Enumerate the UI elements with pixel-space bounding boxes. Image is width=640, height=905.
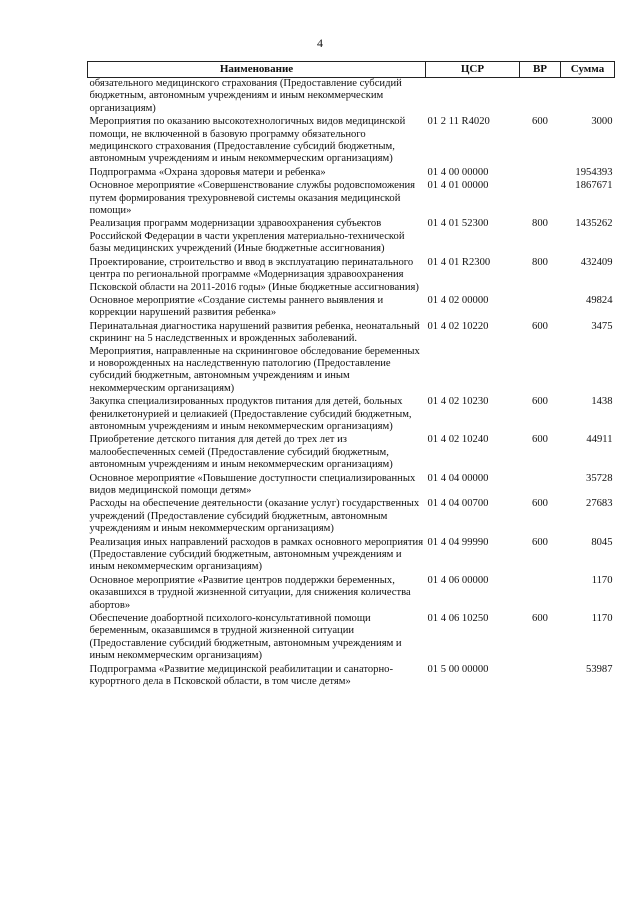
table-row bbox=[88, 434, 615, 472]
cell-vr bbox=[520, 664, 561, 690]
cell-csr: 01 4 02 10230 bbox=[427, 396, 489, 408]
cell-csr: 01 4 04 00700 bbox=[427, 498, 489, 510]
cell-name: Обеспечение доабортной психолого-консультативной помощи беременным, оказавшимся в трудной жизненной ситуации (Предоставление субсидий бюджетным, автономным учреждениям и иным некоммерческим организациям) bbox=[89, 613, 402, 662]
cell-vr: 800 bbox=[532, 256, 548, 268]
header-csr: ЦСР bbox=[426, 62, 520, 78]
cell-name: Основное мероприятие «Создание системы раннего выявления и коррекции нарушений развития ребенка» bbox=[89, 294, 384, 319]
header-name: Наименование bbox=[88, 62, 426, 78]
cell-name: Перинатальная диагностика нарушений развития ребенка, неонатальный скрининг на 5 наследственных и врожденных заболеваний. Мероприятия, направленные на скрининговое обследование беременных и новорожденных на наследственную патологию (Предоставление субсидий бюджетным, автономным учреждениям и иным некоммерческим организациям) bbox=[89, 320, 420, 394]
cell-vr: 800 bbox=[532, 218, 548, 230]
cell-name: Основное мероприятие «Повышение доступности специализированных видов медицинской помощи детям» bbox=[89, 472, 416, 496]
table-row bbox=[88, 116, 615, 167]
cell-name: Реализация иных направлений расходов в рамках основного мероприятия (Предоставление субсидий бюджетным, автономным учреждениям и иным некоммерческим организациям) bbox=[89, 536, 424, 573]
cell-name: обязательного медицинского страхования (Предоставление субсидий бюджетным, автономным учреждениям и иным некоммерческим организациям) bbox=[89, 78, 402, 114]
cell-csr: 01 5 00 00000 bbox=[427, 663, 489, 675]
cell-vr bbox=[520, 295, 561, 321]
cell-vr bbox=[520, 78, 561, 117]
cell-csr: 01 4 02 00000 bbox=[427, 294, 489, 306]
cell-vr bbox=[520, 473, 561, 499]
table-row bbox=[88, 613, 615, 664]
budget-table bbox=[87, 61, 615, 690]
cell-sum: 35728 bbox=[586, 472, 613, 484]
table-row bbox=[88, 664, 615, 690]
table-row bbox=[88, 396, 615, 434]
cell-name: Основное мероприятие «Развитие центров поддержки беременных, оказавшихся в трудной жизненной ситуации, для снижения количества абортов» bbox=[89, 574, 411, 611]
cell-sum: 432409 bbox=[580, 256, 613, 268]
cell-vr: 600 bbox=[532, 536, 548, 548]
cell-csr: 01 4 01 52300 bbox=[427, 218, 489, 230]
cell-sum: 1954393 bbox=[575, 166, 613, 178]
cell-csr: 01 2 11 R4020 bbox=[427, 116, 490, 128]
table-row bbox=[88, 498, 615, 536]
table-row bbox=[88, 321, 615, 396]
cell-vr: 600 bbox=[532, 613, 548, 625]
cell-sum: 1435262 bbox=[575, 218, 613, 230]
cell-csr: 01 4 01 00000 bbox=[427, 180, 489, 192]
cell-sum: 8045 bbox=[591, 536, 613, 548]
cell-vr bbox=[520, 180, 561, 218]
cell-name: Закупка специализированных продуктов питания для детей, больных фенилкетонурией и целиакией (Предоставление субсидий бюджетным, автономным учреждениям и иным некоммерческим организациям) bbox=[89, 396, 412, 432]
cell-sum: 1867671 bbox=[575, 180, 613, 192]
table-row bbox=[88, 180, 615, 218]
table-row bbox=[88, 537, 615, 575]
cell-csr: 01 4 04 99990 bbox=[427, 536, 489, 548]
cell-sum: 53987 bbox=[586, 663, 613, 675]
table-row bbox=[88, 167, 615, 180]
table-row bbox=[88, 78, 615, 117]
table-row bbox=[88, 295, 615, 321]
cell-name: Приобретение детского питания для детей до трех лет из малообеспеченных семей (Предоставление субсидий бюджетным, автономным учреждениям и иным некоммерческим организациям) bbox=[89, 434, 393, 471]
cell-csr: 01 4 06 00000 bbox=[427, 574, 489, 586]
cell-sum: 27683 bbox=[586, 498, 613, 510]
cell-vr: 600 bbox=[532, 116, 548, 128]
cell-vr bbox=[520, 167, 561, 180]
cell-csr: 01 4 06 10250 bbox=[427, 613, 489, 625]
cell-sum: 1170 bbox=[591, 613, 613, 625]
cell-sum: 44911 bbox=[586, 434, 613, 446]
cell-vr: 600 bbox=[532, 434, 548, 446]
cell-name: Реализация программ модернизации здравоохранения субъектов Российской Федерации в части укрепления материально-технической базы медицинских учреждений (Иные бюджетные ассигнования) bbox=[89, 218, 405, 255]
cell-csr: 01 4 04 00000 bbox=[427, 472, 489, 484]
cell-vr: 600 bbox=[532, 498, 548, 510]
cell-csr: 01 4 02 10220 bbox=[427, 320, 489, 332]
cell-name: Проектирование, строительство и ввод в эксплуатацию перинатального центра по региональной программе «Модернизация здравоохранения Псковской области на 2011-2016 годы» (Иные бюджетные ассигнования) bbox=[89, 256, 419, 293]
table-row bbox=[88, 257, 615, 295]
cell-name: Основное мероприятие «Совершенствование службы родовспоможения путем формирования трехуровневой системы оказания медицинской помощи» bbox=[89, 180, 416, 217]
cell-sum: 3000 bbox=[591, 116, 613, 128]
cell-sum bbox=[561, 78, 615, 117]
cell-sum: 1438 bbox=[591, 396, 613, 408]
cell-vr bbox=[520, 575, 561, 613]
cell-name: Подпрограмма «Развитие медицинской реабилитации и санаторно-курортного дела в Псковской области, в том числе детям» bbox=[89, 663, 393, 688]
header-sum: Сумма bbox=[561, 62, 615, 78]
table-row bbox=[88, 575, 615, 613]
cell-sum: 3475 bbox=[591, 320, 613, 332]
table-row bbox=[88, 218, 615, 256]
table-row bbox=[88, 473, 615, 499]
cell-name: Расходы на обеспечение деятельности (оказание услуг) государственных учреждений (Предоставление субсидий бюджетным, автономным учреждениям и иным некоммерческим организациям) bbox=[89, 498, 420, 535]
cell-sum: 49824 bbox=[586, 294, 613, 306]
page-number: 4 bbox=[317, 36, 323, 50]
cell-sum: 1170 bbox=[591, 574, 613, 586]
cell-csr bbox=[426, 78, 520, 117]
cell-vr: 600 bbox=[532, 396, 548, 408]
cell-name: Мероприятия по оказанию высокотехнологичных видов медицинской помощи, не включенной в базовую программу обязательного медицинского страхования (Предоставление субсидий бюджетным, автономным учреждениям и иным некоммерческим организациям) bbox=[89, 116, 406, 165]
cell-csr: 01 4 01 R2300 bbox=[427, 256, 491, 268]
cell-csr: 01 4 02 10240 bbox=[427, 434, 489, 446]
cell-vr: 600 bbox=[532, 320, 548, 332]
header-vr: ВР bbox=[520, 62, 561, 78]
cell-name: Подпрограмма «Охрана здоровья матери и ребенка» bbox=[89, 166, 326, 178]
table-header-row bbox=[88, 62, 615, 78]
cell-csr: 01 4 00 00000 bbox=[427, 166, 489, 178]
